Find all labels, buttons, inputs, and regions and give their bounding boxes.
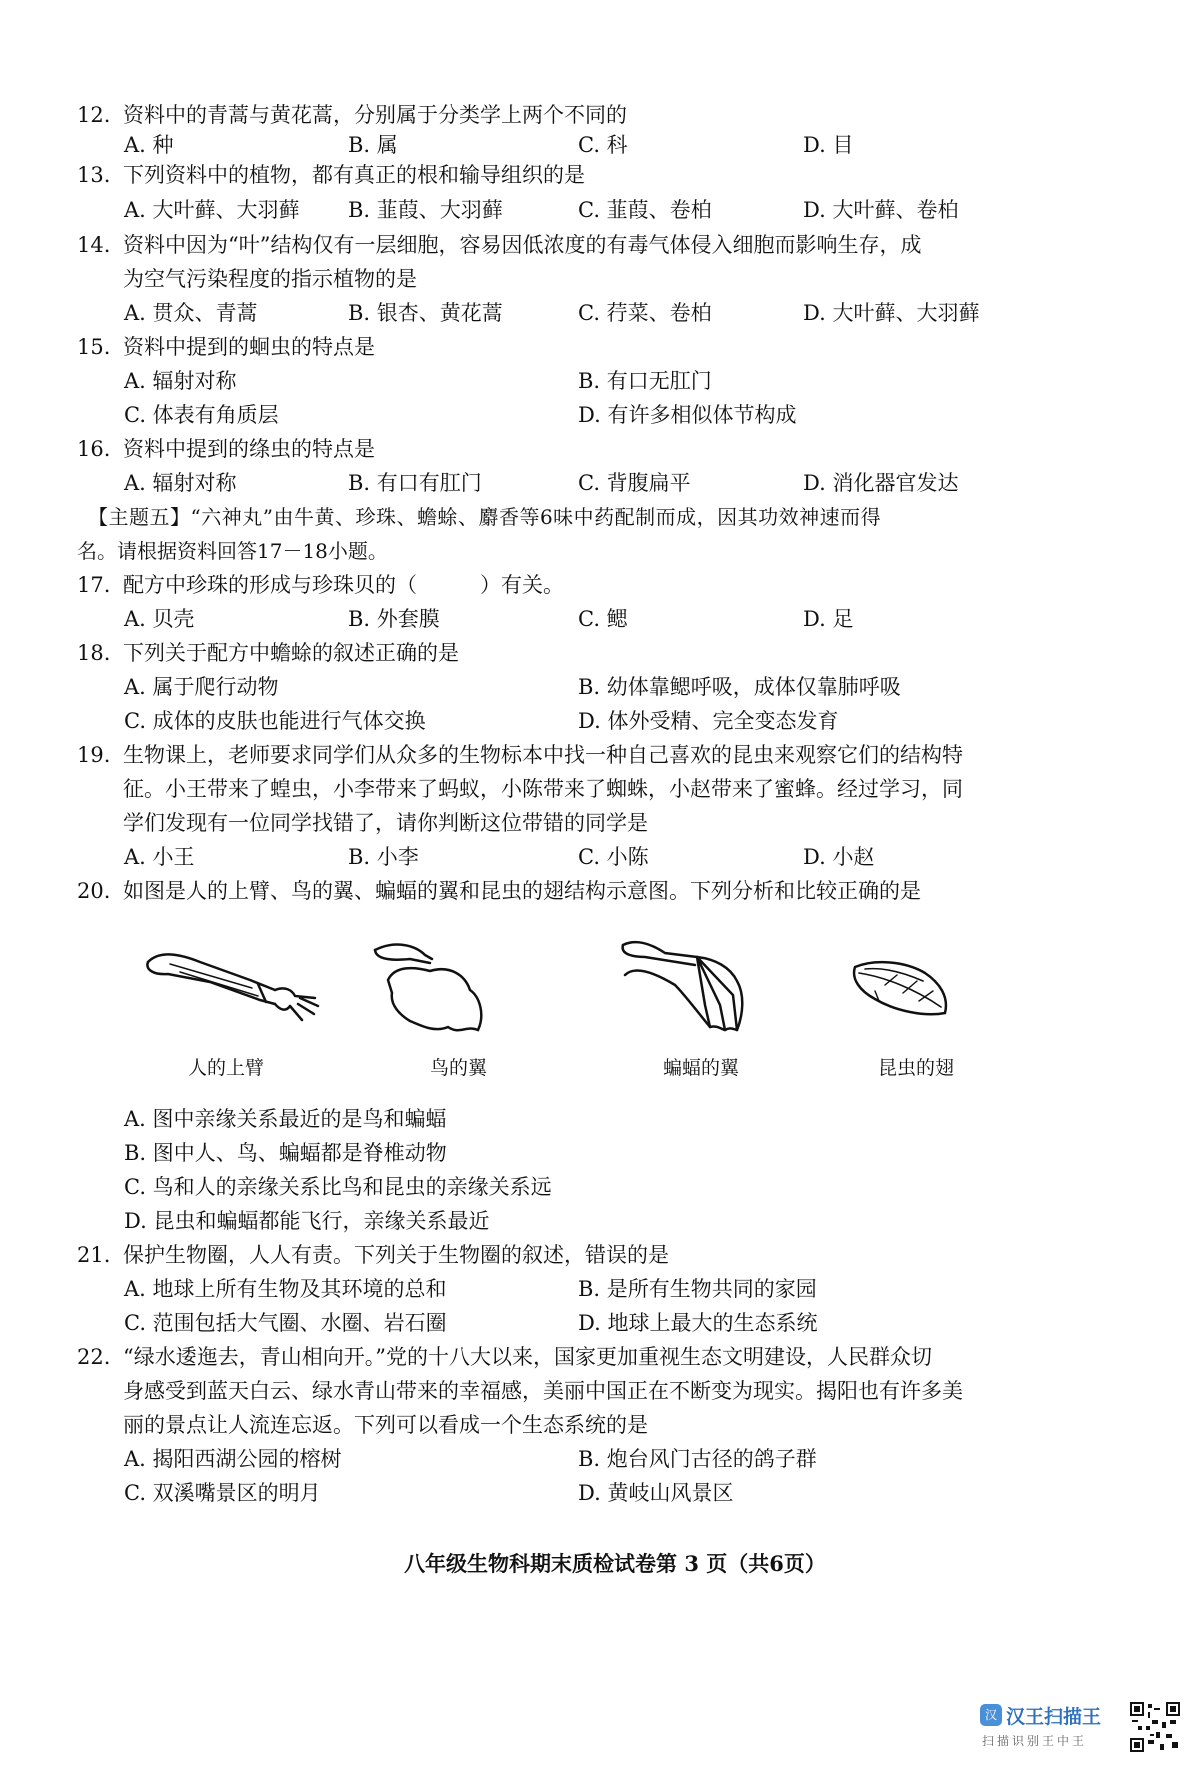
option-a: A. 辐射对称 bbox=[124, 471, 237, 495]
question-number: 17. bbox=[77, 573, 111, 597]
question-number: 15. bbox=[77, 335, 111, 359]
option-d: D. 大叶藓、卷柏 bbox=[803, 198, 959, 222]
question-22-text-cont2: 丽的景点让人流连忘返。下列可以看成一个生态系统的是 bbox=[123, 1413, 648, 1437]
option-d: D. 足 bbox=[803, 607, 854, 631]
question-19-text-cont2: 学们发现有一位同学找错了，请你判断这位带错的同学是 bbox=[123, 811, 648, 835]
option-c: C. 体表有角质层 bbox=[124, 403, 279, 427]
option-d: D. 消化器官发达 bbox=[803, 471, 959, 495]
question-text: 资料中因为“叶”结构仅有一层细胞，容易因低浓度的有毒气体侵入细胞而影响生存，成 bbox=[123, 233, 922, 257]
option-b: B. 银杏、黄花蒿 bbox=[348, 301, 503, 325]
insect-wing-drawing bbox=[845, 955, 955, 1025]
option-d: D. 有许多相似体节构成 bbox=[578, 403, 797, 427]
question-text: 资料中提到的蛔虫的特点是 bbox=[123, 335, 375, 359]
limb-structure-figure bbox=[120, 935, 1000, 1085]
scanner-title: 汉王扫描王 bbox=[1006, 1706, 1102, 1728]
option-c: C. 荇菜、卷柏 bbox=[578, 301, 712, 325]
question-number: 22. bbox=[77, 1345, 111, 1369]
option-d: D. 黄岐山风景区 bbox=[578, 1481, 734, 1505]
caption-bird-wing: 鸟的翼 bbox=[430, 1057, 488, 1079]
option-a: A. 地球上所有生物及其环境的总和 bbox=[124, 1277, 447, 1301]
option-a: A. 种 bbox=[124, 133, 174, 157]
option-b: B. 有口无肛门 bbox=[578, 369, 712, 393]
option-b: B. 小李 bbox=[348, 845, 419, 869]
theme-intro-cont: 名。请根据资料回答17－18小题。 bbox=[77, 539, 388, 563]
option-a: A. 属于爬行动物 bbox=[124, 675, 279, 699]
option-b: B. 是所有生物共同的家园 bbox=[578, 1277, 817, 1301]
footer-text: 八年级生物科期末质检试卷第 3 页（共6页） bbox=[404, 1551, 826, 1576]
option-b: B. 属 bbox=[348, 133, 398, 157]
option-d: D. 大叶藓、大羽藓 bbox=[803, 301, 980, 325]
question-14-text-cont: 为空气污染程度的指示植物的是 bbox=[123, 267, 417, 291]
option-d: D. 小赵 bbox=[803, 845, 875, 869]
caption-bat-wing: 蝙蝠的翼 bbox=[663, 1057, 740, 1079]
question-text: “绿水逶迤去，青山相向开。”党的十八大以来，国家更加重视生态文明建设，人民群众切 bbox=[123, 1345, 932, 1369]
question-22-text-cont: 身感受到蓝天白云、绿水青山带来的幸福感，美丽中国正在不断变为现实。揭阳也有许多美 bbox=[123, 1379, 963, 1403]
option-b: B. 炮台风门古径的鸽子群 bbox=[578, 1447, 817, 1471]
option-d: D. 目 bbox=[803, 133, 854, 157]
option-c: C. 小陈 bbox=[578, 845, 649, 869]
option-b: B. 有口有肛门 bbox=[348, 471, 482, 495]
option-a: A. 贯众、青蒿 bbox=[124, 301, 258, 325]
question-number: 12. bbox=[77, 103, 111, 127]
question-text: 保护生物圈，人人有责。下列关于生物圈的叙述，错误的是 bbox=[123, 1243, 669, 1267]
question-20-option-b: B. 图中人、鸟、蝙蝠都是脊椎动物 bbox=[124, 1141, 447, 1165]
option-c: C. 成体的皮肤也能进行气体交换 bbox=[124, 709, 426, 733]
bat-wing-drawing bbox=[615, 935, 765, 1045]
question-20-option-d: D. 昆虫和蝙蝠都能飞行，亲缘关系最近 bbox=[124, 1209, 490, 1233]
option-a: A. 揭阳西湖公园的榕树 bbox=[124, 1447, 342, 1471]
question-text: 资料中提到的绦虫的特点是 bbox=[123, 437, 375, 461]
option-c: C. 范围包括大气圈、水圈、岩石圈 bbox=[124, 1311, 447, 1335]
question-number: 19. bbox=[77, 743, 111, 767]
question-number: 21. bbox=[77, 1243, 111, 1267]
option-b: B. 韮葭、大羽藓 bbox=[348, 198, 503, 222]
question-text: 配方中珍珠的形成与珍珠贝的（ ）有关。 bbox=[123, 573, 564, 597]
question-20-option-a: A. 图中亲缘关系最近的是鸟和蝙蝠 bbox=[124, 1107, 447, 1131]
caption-human-arm: 人的上臂 bbox=[188, 1057, 265, 1079]
scanner-logo-icon: 汉 bbox=[980, 1704, 1002, 1726]
question-20-option-c: C. 鸟和人的亲缘关系比鸟和昆虫的亲缘关系远 bbox=[124, 1175, 552, 1199]
scanner-subtitle: 扫描识别王中王 bbox=[982, 1734, 1088, 1748]
option-d: D. 地球上最大的生态系统 bbox=[578, 1311, 818, 1335]
question-number: 18. bbox=[77, 641, 111, 665]
option-c: C. 鳃 bbox=[578, 607, 628, 631]
question-19-text-cont: 征。小王带来了蝗虫，小李带来了蚂蚁，小陈带来了蜘蛛，小赵带来了蜜蜂。经过学习，同 bbox=[123, 777, 963, 801]
scanner-watermark bbox=[980, 1700, 1180, 1758]
option-a: A. 大叶藓、大羽藓 bbox=[124, 198, 300, 222]
question-number: 16. bbox=[77, 437, 111, 461]
qr-code-icon bbox=[1130, 1702, 1180, 1752]
question-text: 资料中的青蒿与黄花蒿，分别属于分类学上两个不同的 bbox=[123, 103, 627, 127]
question-text: 生物课上，老师要求同学们从众多的生物标本中找一种自己喜欢的昆虫来观察它们的结构特 bbox=[123, 743, 963, 767]
option-d: D. 体外受精、完全变态发育 bbox=[578, 709, 839, 733]
option-a: A. 小王 bbox=[124, 845, 195, 869]
option-c: C. 双溪嘴景区的明月 bbox=[124, 1481, 321, 1505]
question-number: 20. bbox=[77, 879, 111, 903]
option-c: C. 背腹扁平 bbox=[578, 471, 691, 495]
option-a: A. 辐射对称 bbox=[124, 369, 237, 393]
theme-intro: 【主题五】“六神丸”由牛黄、珍珠、蟾蜍、麝香等6味中药配制而成，因其功效神速而得 bbox=[88, 505, 882, 529]
option-a: A. 贝壳 bbox=[124, 607, 195, 631]
question-text: 下列关于配方中蟾蜍的叙述正确的是 bbox=[123, 641, 459, 665]
question-number: 14. bbox=[77, 233, 111, 257]
question-text: 下列资料中的植物，都有真正的根和输导组织的是 bbox=[123, 163, 585, 187]
question-text: 如图是人的上臂、鸟的翼、蝙蝠的翼和昆虫的翅结构示意图。下列分析和比较正确的是 bbox=[123, 879, 921, 903]
page-footer bbox=[0, 1548, 1190, 1578]
caption-insect-wing: 昆虫的翅 bbox=[878, 1057, 955, 1079]
human-arm-drawing bbox=[140, 940, 330, 1030]
option-c: C. 科 bbox=[578, 133, 628, 157]
option-c: C. 韮葭、卷柏 bbox=[578, 198, 712, 222]
bird-wing-drawing bbox=[370, 935, 510, 1040]
question-number: 13. bbox=[77, 163, 111, 187]
option-b: B. 外套膜 bbox=[348, 607, 440, 631]
option-b: B. 幼体靠鳃呼吸，成体仅靠肺呼吸 bbox=[578, 675, 901, 699]
